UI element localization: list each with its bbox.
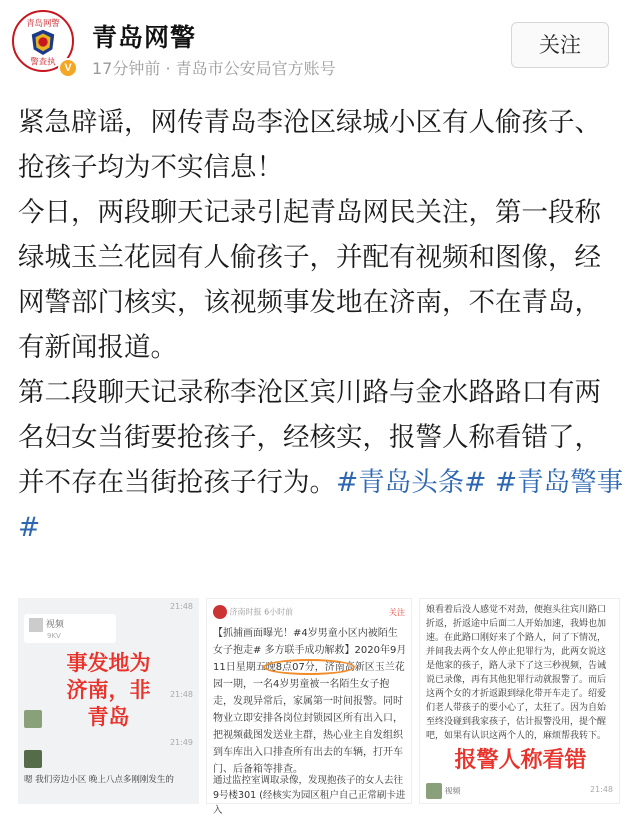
news-time: 6小时前: [264, 607, 294, 617]
chat-time-3: 21:48: [589, 785, 613, 794]
highlight-circle: [263, 659, 355, 675]
video-thumb-icon: [29, 618, 43, 632]
follow-button[interactable]: 关注: [511, 22, 609, 68]
overlay-line-1: 事发地为: [66, 651, 151, 675]
chat-time-low: 21:49: [169, 738, 193, 747]
news-footer: 通过监控室调取录像，发现抱孩子的女人去往9号楼301 (经核实为园区租户自己正常刷卡进入: [213, 775, 406, 816]
post-images: [18, 598, 620, 816]
hashtag-qingdao-toutiao[interactable]: #青岛头条#: [336, 467, 487, 498]
chat-avatar-3: [426, 783, 442, 799]
video-label: 视频: [45, 620, 64, 630]
video-sub: 9KV: [47, 631, 61, 640]
chat-avatar: [24, 710, 42, 728]
verified-badge-icon: V: [58, 58, 78, 78]
post-image-1[interactable]: [18, 598, 199, 804]
chat-video-card: [24, 614, 116, 643]
post-paragraph-3-text: 第二段聊天记录称李沧区宾川路与金水路路口有两名妇女当街要抢孩子，经核实，报警人称看错了，并不存在当街抢孩子行为。: [18, 377, 601, 498]
chat-message: 嗯 我们旁边小区 晚上八点多刚刚发生的: [24, 775, 174, 785]
post-header: [0, 0, 637, 88]
news-source-avatar: [213, 605, 227, 619]
news-headline: 【抓捕画面曝光！#4岁男童小区内被陌生女子抱走# 多方联手成功解救】2020年9月11日星期五晚8点07分，济南高新区玉兰花园一期，一名4岁男童被一名陌生女子抱走，发现异常后，家属第一时间报警。同时物业立即安排各岗位封锁园区所有出入口，把视频截图发送业主群，热心业主自发组织到车库出入口排查所有出去的车辆，打开车门、后备箱等排查。: [213, 628, 407, 775]
avatar-top-text: 青岛网警: [26, 18, 60, 29]
post-image-3[interactable]: [419, 598, 620, 804]
chat-time: 21:48: [169, 602, 193, 611]
chat-avatar-row-2: [24, 750, 42, 768]
hashtag-qingdao-jingshi[interactable]: #青岛警事#: [18, 467, 624, 543]
account-name[interactable]: 青岛网警: [92, 23, 197, 52]
post-paragraph-1: 紧急辟谣，网传青岛李沧区绿城小区有人偷孩子、抢孩子均为不实信息！: [18, 107, 601, 183]
post-paragraph-2: 今日，两段聊天记录引起青岛网民关注，第一段称绿城玉兰花园有人偷孩子，并配有视频和图像，经网警部门核实，该视频事发地在济南，不在青岛，有新闻报道。: [18, 197, 601, 363]
news-source: 济南时报: [229, 607, 262, 617]
chat-avatar-row: [24, 710, 42, 728]
overlay-reporter-note: 报警人称看错: [454, 748, 587, 773]
avatar-bottom-text: 警查执: [30, 56, 56, 67]
post-paragraph-3: [18, 370, 624, 550]
chat-time-mid: 21:48: [169, 690, 193, 699]
post-image-2[interactable]: [206, 598, 412, 816]
chat-long-message: 娘看着后没人感觉不对劲，便抱头往宾川路口折返，折返途中后面二人开始加速，我姆也加速。在此路口刚好来了个路人，问了下情况，并间我去两个女人停止犯罪行为，此两女说这是他家的孩子，路人录下了这三秒视频，告诫说已录像，再有其他犯罪行动就报警了。而后这两个女的才折返跟到绿化带开车走了。绍爱们老人带孩子的要小心了，太狂了。因为自始至终没碰到我家孩子，估计报警没用，提个醒吧，如果有认识这两个人的，麻烦帮我转下。: [426, 605, 607, 741]
chat-video-label: 视频: [444, 786, 461, 796]
news-source-row: [213, 605, 293, 619]
overlay-line-2: 济南，非: [66, 678, 151, 702]
overlay-line-3: 青岛: [87, 705, 130, 729]
post-body: [18, 100, 624, 550]
chat-avatar-2: [24, 750, 42, 768]
post-meta: 17分钟前 · 青岛市公安局官方账号: [92, 59, 336, 78]
news-follow: 关注: [389, 608, 405, 617]
chat-video-row: [426, 783, 461, 799]
